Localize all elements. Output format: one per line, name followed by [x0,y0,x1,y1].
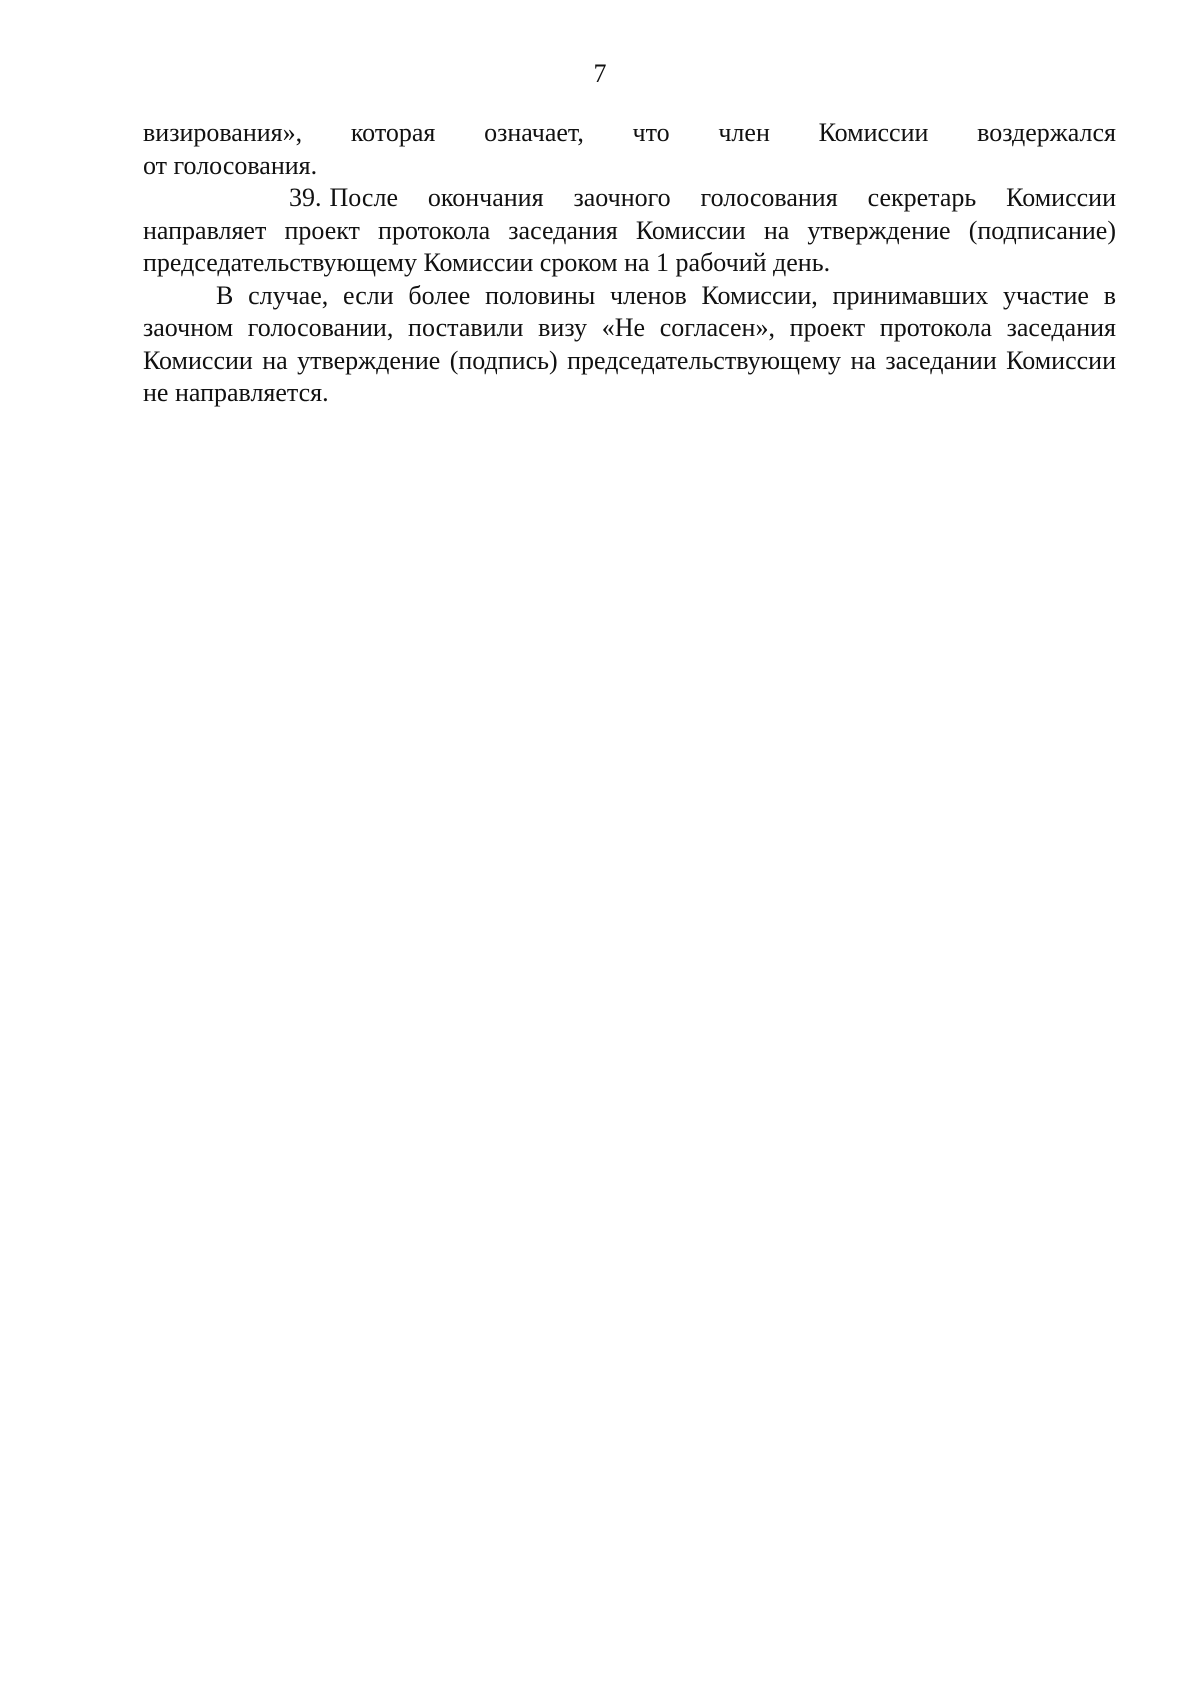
paragraph-continuation-line-1: визирования», которая означает, что член Комиссии воздержался [143,118,1116,147]
paragraph-39-text: После окончания заочного голосования секретарь Комиссии направляет проект протокола заседания Комиссии на утверждение (подписание) председательствующему Комиссии сроком на 1 рабочий день. [143,183,1116,277]
paragraph-continuation-line-2: от голосования. [143,150,318,180]
paragraph-39-case-text: В случае, если более половины членов Комиссии, принимавших участие в заочном голосовании, поставили визу «Не согласен», проект протокола заседания Комиссии на утверждение (подпись) председательствующему на заседании Комиссии не направляется. [143,280,1116,407]
page-number: 7 [593,59,607,88]
document-body [143,117,1116,410]
paragraph-continuation [143,117,1116,182]
paragraph-39-number: 39. [289,183,322,212]
paragraph-39-case [143,280,1116,410]
paragraph-39 [143,182,1116,280]
